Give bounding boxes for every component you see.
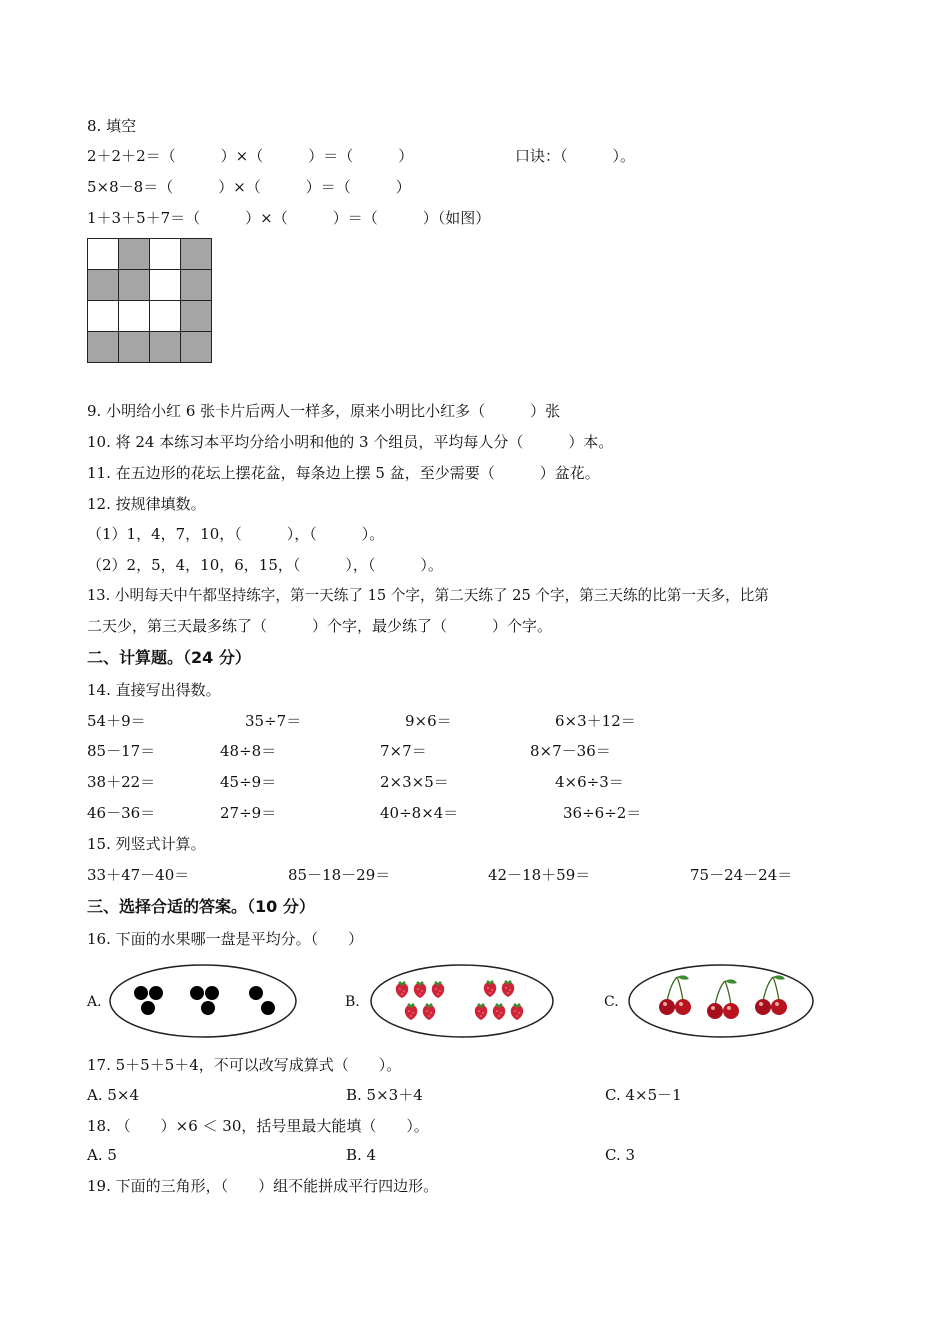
grid-cell-shaded [88, 270, 119, 301]
q19-text: 19. 下面的三角形，（ ）组不能拼成平行四边形。 [87, 1177, 439, 1195]
q17-option-b: B. 5×3＋4 [346, 1086, 423, 1104]
q14-expression: 48÷8＝ [220, 742, 277, 760]
q14-expression: 45÷9＝ [220, 773, 277, 791]
grid-cell-empty [150, 239, 181, 270]
q16-plate-b [368, 963, 556, 1039]
q15-title: 15. 列竖式计算。 [87, 835, 206, 853]
q14-expression: 40÷8×4＝ [380, 804, 459, 822]
q13-line2: 二天少，第三天最多练了（ ）个字，最少练了（ ）个字。 [87, 617, 553, 635]
plate-outline [110, 965, 296, 1037]
q14-expression: 35÷7＝ [245, 712, 302, 730]
q12-title: 12. 按规律填数。 [87, 495, 206, 513]
dot [261, 1001, 275, 1015]
q18-title: 18. （ ）×6 ＜ 30，括号里最大能填（ ）。 [87, 1117, 429, 1135]
grid-cell-empty [119, 301, 150, 332]
q8-title: 8. 填空 [87, 117, 137, 135]
grid-cell-shaded [119, 270, 150, 301]
q17-title: 17. 5＋5＋5＋4，不可以改写成算式（ ）。 [87, 1056, 402, 1074]
q14-expression: 7×7＝ [380, 742, 427, 760]
grid-cell-shaded [150, 332, 181, 363]
grid-cell-empty [150, 270, 181, 301]
plate-outline [371, 965, 553, 1037]
grid-cell-shaded [119, 332, 150, 363]
q16-title: 16. 下面的水果哪一盘是平均分。（ ） [87, 930, 364, 948]
q15-item-4: 75－24－24＝ [690, 866, 793, 884]
q18-option-b: B. 4 [346, 1146, 377, 1164]
dot [149, 986, 163, 1000]
q17-option-a: A. 5×4 [87, 1086, 140, 1104]
q14-expression: 9×6＝ [405, 712, 452, 730]
grid-cell-shaded [181, 270, 212, 301]
q16-option-a-label: A. [87, 994, 102, 1010]
q8-line1: 2＋2＋2＝（ ）×（ ）＝（ ） [87, 147, 414, 165]
q16-option-c-label: C. [604, 994, 619, 1010]
q14-expression: 36÷6÷2＝ [563, 804, 642, 822]
q11-text: 11. 在五边形的花坛上摆花盆，每条边上摆 5 盆，至少需要（ ）盆花。 [87, 464, 600, 482]
q18-option-a: A. 5 [87, 1146, 117, 1164]
q14-expression: 6×3＋12＝ [555, 712, 636, 730]
q16-option-b-label: B. [345, 994, 360, 1010]
q13-line1: 13. 小明每天中午都坚持练字，第一天练了 15 个字，第二天练了 25 个字，第三天练的比第一天多，比第 [87, 587, 769, 604]
q8-line2: 5×8－8＝（ ）×（ ）＝（ ） [87, 178, 411, 196]
q16-plate-c [627, 963, 815, 1039]
plate-outline [629, 965, 813, 1037]
q12-part2: （2）2，5，4，10，6，15，（ ），（ ）。 [87, 556, 443, 574]
section2-heading: 二、计算题。（24 分） [87, 648, 251, 667]
q16-plate-a [108, 963, 298, 1039]
q18-option-c: C. 3 [605, 1146, 636, 1164]
q8-koujue: 口诀：（ ）。 [515, 147, 636, 165]
section3-heading: 三、选择合适的答案。（10 分） [87, 897, 315, 916]
q14-expression: 2×3×5＝ [380, 773, 449, 791]
q8-grid-figure [87, 238, 212, 363]
grid-cell-shaded [181, 301, 212, 332]
grid-cell-empty [88, 301, 119, 332]
q14-title: 14. 直接写出得数。 [87, 681, 221, 699]
grid-cell-empty [88, 239, 119, 270]
q14-expression: 8×7－36＝ [530, 742, 611, 760]
q14-expression: 85－17＝ [87, 742, 156, 760]
q15-item-2: 85－18－29＝ [288, 866, 391, 884]
q12-part1: （1）1，4，7，10，（ ），（ ）。 [87, 525, 385, 543]
q15-item-3: 42－18＋59＝ [488, 866, 591, 884]
q8-line3: 1＋3＋5＋7＝（ ）×（ ）＝（ ）（如图） [87, 209, 491, 227]
q17-option-c: C. 4×5－1 [605, 1086, 682, 1104]
grid-cell-shaded [181, 239, 212, 270]
dot [141, 1001, 155, 1015]
q14-expression: 54＋9＝ [87, 712, 146, 730]
grid-cell-shaded [119, 239, 150, 270]
q14-expression: 46－36＝ [87, 804, 156, 822]
q14-expression: 38＋22＝ [87, 773, 156, 791]
q9-text: 9. 小明给小红 6 张卡片后两人一样多，原来小明比小红多（ ）张 [87, 402, 561, 420]
dot [190, 986, 204, 1000]
dot [205, 986, 219, 1000]
grid-cell-shaded [181, 332, 212, 363]
grid-cell-shaded [88, 332, 119, 363]
q14-expression: 27÷9＝ [220, 804, 277, 822]
q14-expression: 4×6÷3＝ [555, 773, 624, 791]
dot [249, 986, 263, 1000]
grid-cell-empty [150, 301, 181, 332]
dot [134, 986, 148, 1000]
dot [201, 1001, 215, 1015]
q10-text: 10. 将 24 本练习本平均分给小明和他的 3 个组员，平均每人分（ ）本。 [87, 433, 614, 451]
q15-item-1: 33＋47－40＝ [87, 866, 190, 884]
